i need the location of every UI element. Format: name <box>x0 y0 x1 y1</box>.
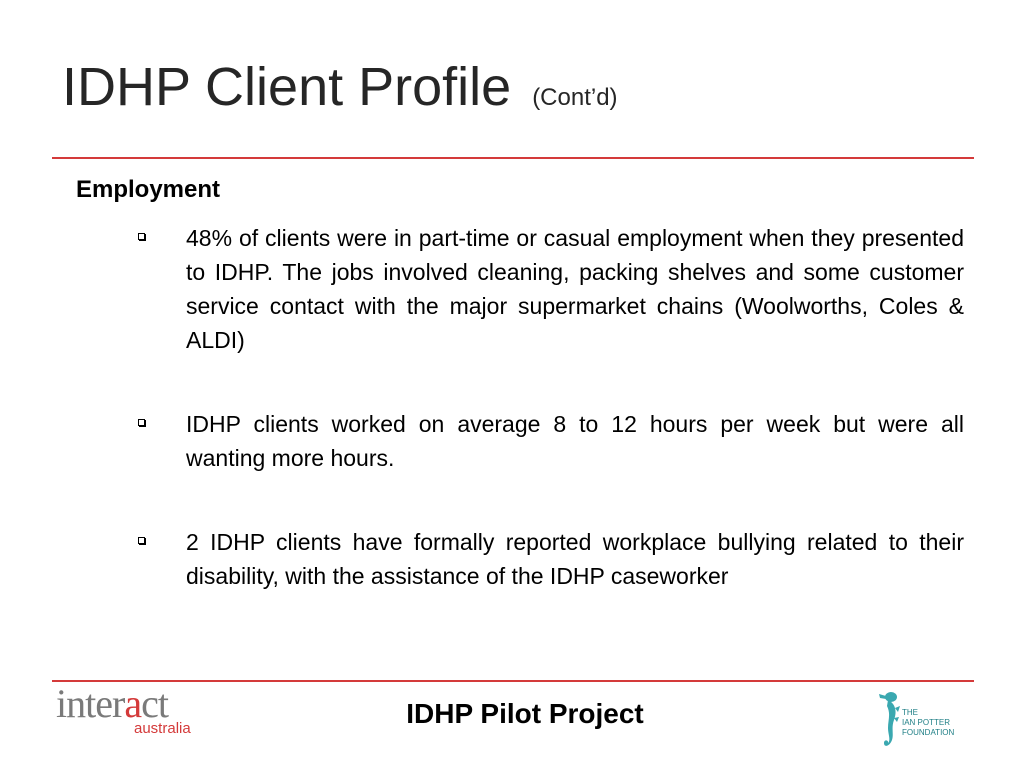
slide-title-suffix: (Cont’d) <box>532 84 618 111</box>
section-heading: Employment <box>76 176 221 203</box>
slide-title <box>62 57 618 117</box>
hollow-square-bullet-icon <box>138 419 145 426</box>
logo-subtext: australia <box>134 720 191 737</box>
bullet-list <box>134 221 964 593</box>
footer-divider <box>52 680 974 682</box>
interact-australia-logo <box>56 681 216 744</box>
seahorse-icon <box>878 690 902 756</box>
bullet-text: 2 IDHP clients have formally reported workplace bullying related to their disability, with the assistance of the IDHP caseworker <box>186 529 964 589</box>
title-divider <box>52 157 974 159</box>
footer-title: IDHP Pilot Project <box>406 698 644 729</box>
logo-wordmark: interact <box>56 681 168 726</box>
bullet-item <box>134 221 964 357</box>
bullet-text: IDHP clients worked on average 8 to 12 hours per week but were all wanting more hours. <box>186 411 964 471</box>
bullet-item <box>134 525 964 593</box>
ian-potter-foundation-logo <box>878 690 968 756</box>
hollow-square-bullet-icon <box>138 537 145 544</box>
hollow-square-bullet-icon <box>138 233 145 240</box>
slide-title-main: IDHP Client Profile <box>62 57 512 117</box>
foundation-wordmark: THE IAN POTTER FOUNDATION <box>902 708 955 737</box>
bullet-text: 48% of clients were in part-time or casual employment when they presented to IDHP. The jobs involved cleaning, packing shelves and some customer service contact with the major supermarket chains (Woolworths, Coles & ALDI) <box>186 225 964 353</box>
bullet-item <box>134 407 964 475</box>
